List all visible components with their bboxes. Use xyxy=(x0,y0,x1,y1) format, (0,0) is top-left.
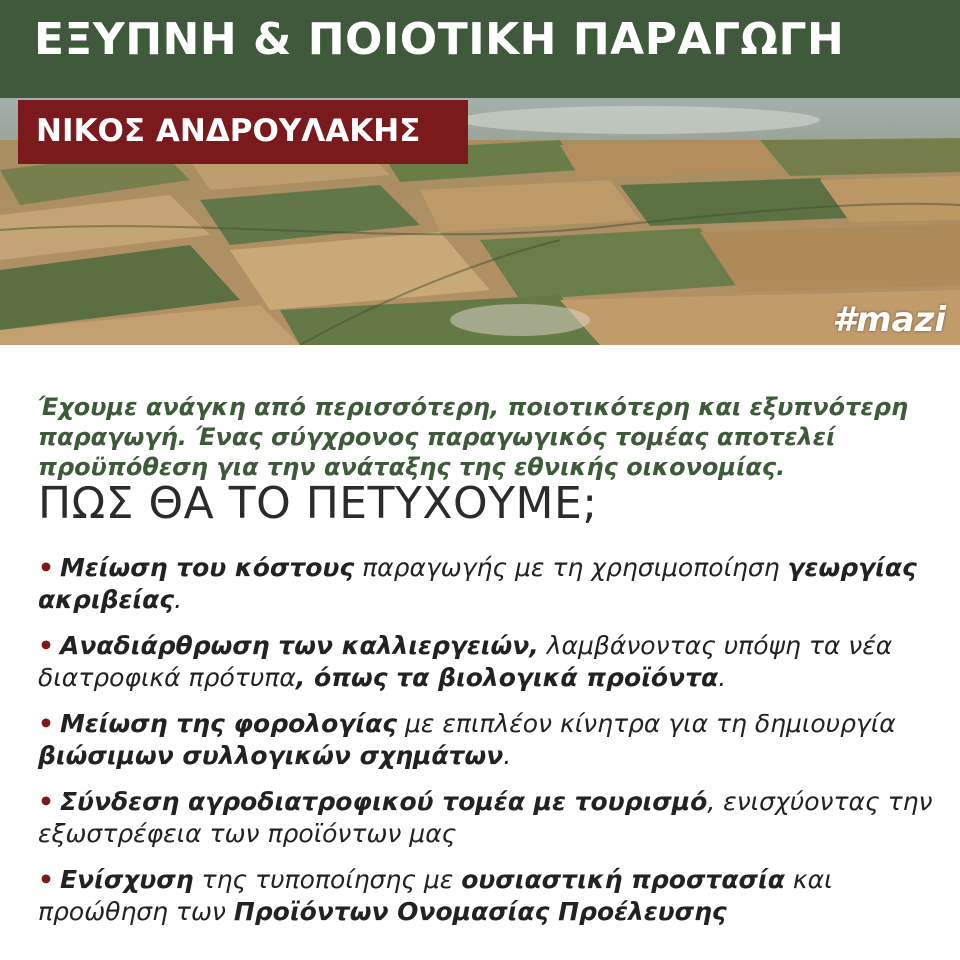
bullet-bold-text: Μείωση του κόστους xyxy=(59,553,355,582)
name-badge xyxy=(18,100,468,164)
bullet-text: παραγωγής με τη χρησιμοποίηση xyxy=(354,553,788,582)
bullet-bold-text: Σύνδεση αγροδιατροφικού τομέα με τουρισμό xyxy=(59,787,708,816)
bullet-dot-icon: • xyxy=(38,709,54,738)
politician-name: ΝΙΚΟΣ ΑΝΔΡΟΥΛΑΚΗΣ xyxy=(36,113,421,149)
intro-paragraph: Έχουμε ανάγκη από περισσότερη, ποιοτικότερη και εξυπνότερη παραγωγή. Ένας σύγχρονος παραγωγικός τομέας αποτελεί προϋπόθεση για την ανάταξης της εθνικής οικονομίας. xyxy=(38,393,909,481)
bullet-text: λαμβάνοντας υπόψη τα νέα διατροφικά πρότυπα xyxy=(38,631,893,692)
bullet-bold-text: ουσιαστική προστασία xyxy=(461,865,785,894)
bullet-text: . xyxy=(503,741,512,770)
bullet-text: . xyxy=(174,585,183,614)
bullet-text: της τυποποίησης με xyxy=(193,865,462,894)
bullet-item-crops xyxy=(38,630,943,694)
hashtag: #mazi xyxy=(832,300,946,340)
bullet-text: με επιπλέον κίνητρα για τη δημιουργία xyxy=(397,709,896,738)
bullet-list xyxy=(38,552,943,942)
bullet-dot-icon: • xyxy=(38,787,54,816)
bullet-bold-text: , όπως τα βιολογικά προϊόντα xyxy=(295,663,719,692)
bullet-bold-text: γεωργίας ακριβείας xyxy=(38,553,917,614)
bullet-dot-icon: • xyxy=(38,631,54,660)
bullet-bold-text: Μείωση της φορολογίας xyxy=(59,709,398,738)
bullet-bold-text: Προϊόντων Ονομασίας Προέλευσης xyxy=(233,897,727,926)
bullet-item-origin xyxy=(38,864,943,928)
page-title: ΕΞΥΠΝΗ & ΠΟΙΟΤΙΚΗ ΠΑΡΑΓΩΓΗ xyxy=(34,14,845,65)
bullet-item-tourism xyxy=(38,786,943,850)
bullet-bold-text: βιώσιμων συλλογικών σχημάτων xyxy=(38,741,504,770)
bullet-dot-icon: • xyxy=(38,553,54,582)
bullet-text: και προώθηση των xyxy=(38,865,833,926)
bullet-dot-icon: • xyxy=(38,865,54,894)
bullet-item-cost xyxy=(38,552,943,616)
title-bar xyxy=(0,0,960,98)
bullet-bold-text: Ενίσχυση xyxy=(59,865,194,894)
question-heading: ΠΩΣ ΘΑ ΤΟ ΠΕΤΥΧΟΥΜΕ; xyxy=(38,478,598,529)
bullet-bold-text: Αναδιάρθρωση των καλλιεργειών, xyxy=(59,631,539,660)
bullet-text: , ενισχύοντας την εξωστρέφεια των προϊόντων μας xyxy=(38,787,933,848)
bullet-item-tax xyxy=(38,708,943,772)
bullet-text: . xyxy=(718,663,727,692)
